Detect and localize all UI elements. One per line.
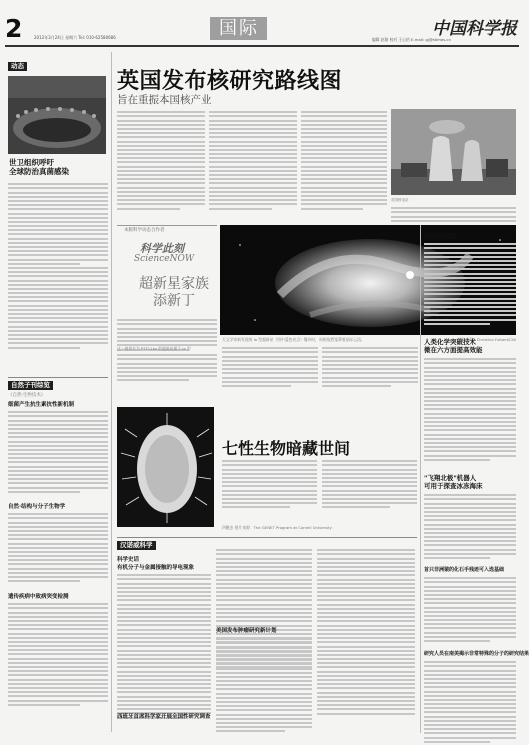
bottom-rule <box>117 537 417 538</box>
left-story4-body <box>8 601 108 708</box>
right-story5-title: 研究人员在南美揭示非常特殊的分子的研究结果 <box>424 651 529 657</box>
bottom-col-2b <box>216 636 312 735</box>
un-council-image <box>8 76 106 154</box>
left-story4-title: 遗传疾病中致病突变检测 <box>8 594 69 600</box>
hanging-tag: 汉诺威科学 <box>117 541 156 550</box>
tetrahymena-image <box>117 407 214 527</box>
right-story4-body <box>424 575 516 644</box>
reactor-caption: 英国核电站 <box>391 198 409 202</box>
right-story1-title: 植物也偷窃 <box>424 232 457 240</box>
cloud-credit: 图片来源：Christina Fulbert/CfA <box>457 337 516 342</box>
right-story3-body <box>424 492 516 561</box>
left-story1-title: 世卫组织呼吁 全球防治真菌感染 <box>9 158 69 176</box>
page-number: 2 <box>5 14 23 43</box>
right-story1-body <box>424 241 516 327</box>
right-story2-title: 人类化学突破技术 微在六方面提高效能 <box>424 338 483 354</box>
supernova-col-b <box>222 345 318 389</box>
column-head-4: 西班牙首席科学家开展全国性研究调查 <box>117 714 211 720</box>
un-council-photo <box>8 76 106 154</box>
left-story1-body <box>8 181 108 351</box>
left-story2-title: 细菌产生抗生素抗性新机制 <box>8 402 75 408</box>
right-story3-title: "飞翔北极"机器人 可用于探查冰冻海床 <box>424 474 483 490</box>
news-tag: 动态 <box>8 62 27 71</box>
section-title: 国际 <box>219 18 259 39</box>
cloud-caption: 天文学家新发现的 Ia 型超新星（图中蓝色亮点）爆炸时，周围依然笼罩着星际云团。 <box>222 337 365 342</box>
nature-sub: 《自然·生物技术》 <box>8 393 46 398</box>
lead-col-4 <box>391 205 516 224</box>
bottom-col-3 <box>317 547 415 717</box>
tetrahymena-photo <box>117 407 214 527</box>
main-subhead: 旨在重振本国核产业 <box>117 94 212 106</box>
lead-col-2 <box>209 109 297 212</box>
column-head-3: 美国发布肿瘤研究新计划 <box>216 628 277 634</box>
science-now-cn: 科学此刻 <box>140 242 184 255</box>
left-story2-body <box>8 409 108 495</box>
supernova-col-a <box>117 352 217 384</box>
left-story3-body <box>8 511 108 584</box>
reactor-image <box>391 109 516 195</box>
right-story4-title: 首只非洲猿的化石手残迹可入选基础 <box>424 567 505 573</box>
tetrahymena-caption: 四膜虫 图片来源：The GENET Program at Cornell University <box>222 525 332 530</box>
header-meta: 2012年3月24日 星期六 Tel: 010-62580686 <box>34 35 116 40</box>
science-now-tag: 本版科学动态合作者 <box>124 228 165 233</box>
header-rule <box>5 45 519 47</box>
supernova-title: 超新星家族 添新丁 <box>139 276 209 309</box>
header-right-meta: 编辑 赵路 校对 王心怡 E-mail: gj@stimes.cn <box>372 37 451 42</box>
second-headline: 七性生物暗藏世间 <box>222 439 351 458</box>
column-head-2: 有机分子与金属接触的导电现象 <box>117 565 195 571</box>
lead-col-1 <box>117 109 205 212</box>
science-now-en: ScienceNOW <box>134 254 195 264</box>
reactor-photo <box>391 109 516 195</box>
supernova-col-c <box>322 345 418 389</box>
right-story5-body <box>424 659 516 745</box>
lead-col-3 <box>301 109 387 212</box>
masthead-logo: 中国科学报 <box>432 19 517 39</box>
left-vertical-rule <box>111 52 112 732</box>
bottom-col-1 <box>117 572 211 721</box>
left-story3-title: 自然·结构与分子生物学 <box>8 504 66 510</box>
main-headline: 英国发布核研究路线图 <box>117 69 343 94</box>
nature-tag: 自然子刊综览 <box>8 381 53 390</box>
right-vertical-rule <box>420 225 421 733</box>
left-divider <box>8 377 108 378</box>
star-caption: 这一被命名为 PTF11kx 的超新星属于 Ia 型 <box>117 346 191 351</box>
tetra-col-a <box>222 458 317 510</box>
tetra-col-b <box>322 458 417 510</box>
right-story2-body <box>424 356 516 463</box>
column-head-1: 科学史话 <box>117 557 140 563</box>
